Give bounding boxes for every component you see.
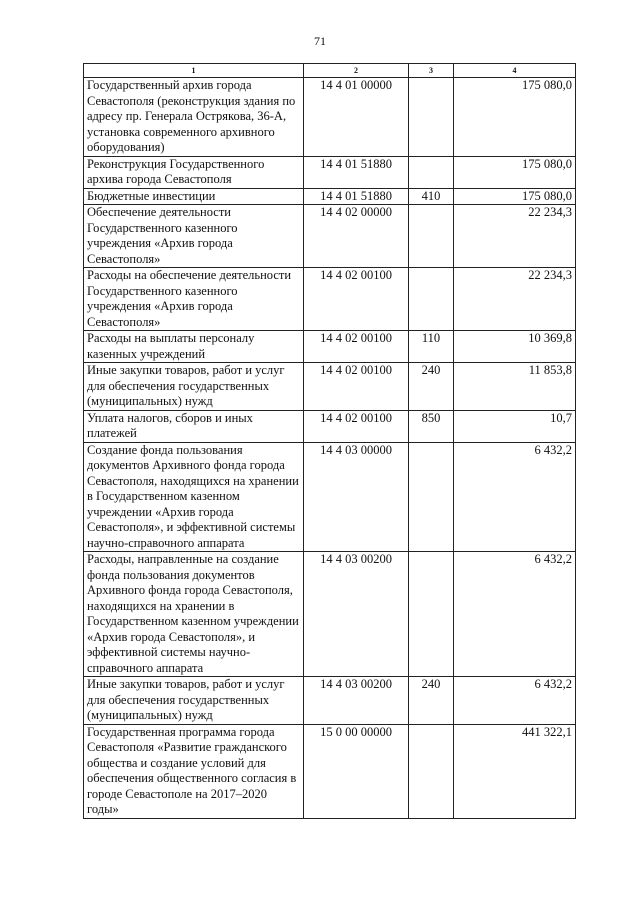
row-name-cell: Расходы на обеспечение деятельности Государственного казенного учреждения «Архив города Севастополя» [84, 268, 304, 331]
table-row [84, 677, 576, 725]
column-header: 3 [409, 64, 454, 78]
row-type-cell [409, 205, 454, 268]
row-code-cell: 14 4 03 00200 [304, 552, 409, 677]
column-header: 4 [454, 64, 576, 78]
row-name-cell: Создание фонда пользования документов Архивного фонда города Севастополя, находящихся на хранении в Государственном казенном учреждении «Архив города Севастополя», и эффективной системы научно-справочного аппарата [84, 442, 304, 552]
row-type-cell [409, 552, 454, 677]
budget-table [83, 63, 576, 819]
table-row [84, 188, 576, 205]
page-number: 71 [314, 34, 326, 48]
table-row [84, 331, 576, 363]
row-sum-cell: 175 080,0 [454, 188, 576, 205]
row-name-cell: Обеспечение деятельности Государственного казенного учреждения «Архив города Севастополя» [84, 205, 304, 268]
table-header-row [84, 64, 576, 78]
table-row [84, 78, 576, 157]
table-row [84, 156, 576, 188]
column-header: 1 [84, 64, 304, 78]
row-name-cell: Государственный архив города Севастополя (реконструкция здания по адресу пр. Генерала Острякова, 36-А, установка современного архивного оборудования) [84, 78, 304, 157]
row-sum-cell: 175 080,0 [454, 156, 576, 188]
row-sum-cell: 10,7 [454, 410, 576, 442]
row-type-cell: 240 [409, 677, 454, 725]
row-code-cell: 14 4 03 00200 [304, 677, 409, 725]
row-sum-cell: 441 322,1 [454, 724, 576, 818]
row-type-cell [409, 442, 454, 552]
table-row [84, 205, 576, 268]
row-code-cell: 14 4 03 00000 [304, 442, 409, 552]
row-sum-cell: 6 432,2 [454, 552, 576, 677]
row-type-cell: 240 [409, 363, 454, 411]
row-name-cell: Реконструкция Государственного архива города Севастополя [84, 156, 304, 188]
row-code-cell: 14 4 01 00000 [304, 78, 409, 157]
row-type-cell [409, 78, 454, 157]
row-name-cell: Расходы, направленные на создание фонда пользования документов Архивного фонда города Севастополя, находящихся на хранении в Государственном казенном учреждении «Архив города Севастополя», и эффективной системы научно-справочного аппарата [84, 552, 304, 677]
table-row [84, 724, 576, 818]
row-type-cell: 410 [409, 188, 454, 205]
row-code-cell: 14 4 01 51880 [304, 188, 409, 205]
row-sum-cell: 6 432,2 [454, 677, 576, 725]
row-sum-cell: 22 234,3 [454, 268, 576, 331]
row-type-cell [409, 156, 454, 188]
row-sum-cell: 10 369,8 [454, 331, 576, 363]
column-header: 2 [304, 64, 409, 78]
row-code-cell: 15 0 00 00000 [304, 724, 409, 818]
row-sum-cell: 22 234,3 [454, 205, 576, 268]
row-code-cell: 14 4 02 00100 [304, 363, 409, 411]
row-code-cell: 14 4 02 00000 [304, 205, 409, 268]
table-row [84, 552, 576, 677]
row-code-cell: 14 4 02 00100 [304, 331, 409, 363]
table-row [84, 442, 576, 552]
row-type-cell: 110 [409, 331, 454, 363]
row-name-cell: Уплата налогов, сборов и иных платежей [84, 410, 304, 442]
row-name-cell: Иные закупки товаров, работ и услуг для обеспечения государственных (муниципальных) нужд [84, 677, 304, 725]
row-sum-cell: 11 853,8 [454, 363, 576, 411]
row-type-cell: 850 [409, 410, 454, 442]
row-code-cell: 14 4 02 00100 [304, 410, 409, 442]
row-name-cell: Бюджетные инвестиции [84, 188, 304, 205]
row-sum-cell: 175 080,0 [454, 78, 576, 157]
table-row [84, 410, 576, 442]
row-code-cell: 14 4 01 51880 [304, 156, 409, 188]
row-type-cell [409, 724, 454, 818]
row-name-cell: Государственная программа города Севастополя «Развитие гражданского общества и создание условий для обеспечения общественного согласия в городе Севастополе на 2017–2020 годы» [84, 724, 304, 818]
row-name-cell: Иные закупки товаров, работ и услуг для обеспечения государственных (муниципальных) нужд [84, 363, 304, 411]
table-row [84, 363, 576, 411]
row-sum-cell: 6 432,2 [454, 442, 576, 552]
row-code-cell: 14 4 02 00100 [304, 268, 409, 331]
row-type-cell [409, 268, 454, 331]
row-name-cell: Расходы на выплаты персоналу казенных учреждений [84, 331, 304, 363]
table-row [84, 268, 576, 331]
